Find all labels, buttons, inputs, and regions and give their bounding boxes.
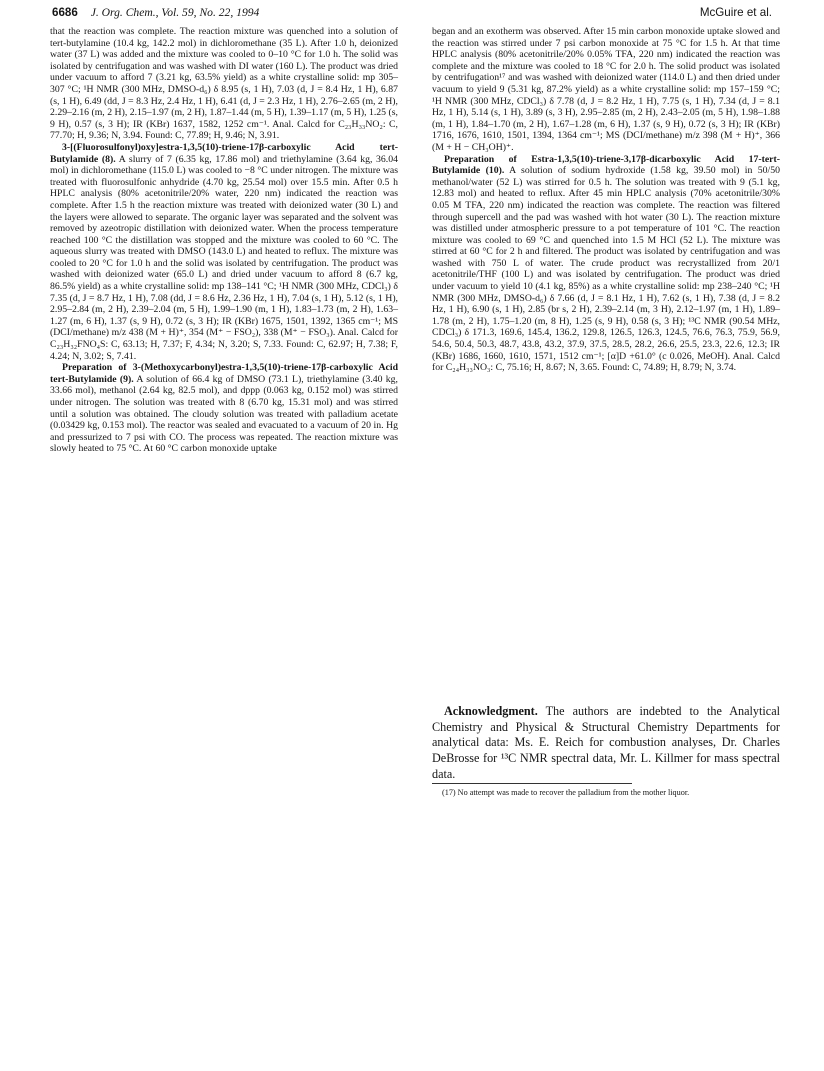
left-column [50, 26, 398, 455]
section-body-compound-9: A solution of 66.4 kg of DMSO (73.1 L), triethylamine (3.40 kg, 33.66 mol), methanol (2.64 kg, 82.5 mol), and dppp (0.063 kg, 0.152 mol) was stirred under nitrogen. The solution was treated with 8 (6.70 kg, 15.31 mol) and was stirred until a solution was obtained. The cloudy solution was treated with palladium acetate (0.03429 kg, 0.153 mol). The reactor was sealed and evacuated to a vacuum of 20 in. Hg and pressurized to 7 psi with CO. The process was repeated. The reaction mixture was slowly heated to 75 °C. At 60 °C carbon monoxide uptake [50, 373, 398, 455]
section-title-compound-10: Preparation of Estra-1,3,5(10)-triene-3,17β-dicarboxylic Acid 17-tert-Butylamide (10). [432, 153, 780, 177]
page-number: 6686 [52, 6, 78, 19]
footnote-divider [432, 783, 632, 784]
footnote-17: (17) No attempt was made to recover the palladium from the mother liquor. [442, 788, 690, 797]
paragraph-compound-9-cont: began and an exotherm was observed. After 15 min carbon monoxide uptake slowed and the reaction was stirred under 7 psi carbon monoxide at 75 °C for 1.5 h. At that time HPLC analysis (80% acetonitrile/20% 0.05% TFA, 220 nm) indicated the reaction was complete and the mixture was cooled to 18 °C for 2.0 h. The solid product was isolated by centrifugation¹⁷ and was washed with deionized water (114.0 L) and then dried under vacuum to yield 9 (5.31 kg, 87.2% yield) as a white crystalline solid: mp 157–159 °C; ¹H NMR (300 MHz, CDCl₃) δ 7.78 (d, J = 8.2 Hz, 1 H), 7.75 (s, 1 H), 7.34 (d, J = 8.1 Hz, 1 H), 5.14 (s, 1 H), 3.89 (s, 3 H), 2.95–2.85 (m, 2 H), 2.43–2.05 (m, 5 H), 1.98–1.88 (m, 1 H), 1.84–1.70 (m, 2 H), 1.67–1.28 (m, 6 H), 1.37 (s, 9 H), 0.72 (s, 3 H); IR (KBr) 1716, 1676, 1610, 1501, 1394, 1364 cm⁻¹; MS (DCI/methane) m/z 398 (M + H)⁺, 366 (M + H − CH₃OH)⁺. [432, 26, 780, 153]
acknowledgment-section [432, 704, 780, 783]
running-authors: McGuire et al. [699, 6, 772, 19]
acknowledgment-paragraph [432, 704, 780, 783]
acknowledgment-body: The authors are indebted to the Analytical Chemistry and Physical & Structural Chemistry Departments for analytical data: Ms. E. Reich for combustion analyses, Dr. Charles DeBrosse for ¹³C NMR spectral data, Mr. L. Killmer for mass spectral data. [432, 704, 780, 781]
right-column [432, 26, 780, 374]
acknowledgment-title: Acknowledgment. [444, 704, 538, 718]
section-title-compound-8: 3-[(Fluorosulfonyl)oxy]estra-1,3,5(10)-triene-17β-carboxylic Acid tert-Butylamide (8). [50, 141, 398, 165]
paragraph-compound-10 [432, 154, 780, 374]
section-title-compound-9: Preparation of 3-(Methoxycarbonyl)estra-1,3,5(10)-triene-17β-carboxylic Acid tert-Butylamide (9). [50, 362, 398, 385]
journal-citation: J. Org. Chem., Vol. 59, No. 22, 1994 [90, 6, 260, 19]
paragraph-compound-9 [50, 362, 398, 455]
paragraph-compound-8 [50, 142, 398, 362]
paragraph-compound-7-end: that the reaction was complete. The reaction mixture was quenched into a solution of tert-butylamine (10.4 kg, 142.2 mol) in dichloromethane (35 L). After 1.0 h, deionized water (37 L) was added and the mixture was cooled to 0–10 °C for 1.0 h. The solid was isolated by centrifugation and was washed with DI water (160 L). The product was dried under vacuum to afford 7 (3.21 kg, 63.5% yield) as a white crystalline solid: mp 305–307 °C; ¹H NMR (300 MHz, DMSO-d₆) δ 8.95 (s, 1 H), 7.03 (d, J = 8.4 Hz, 1 H), 6.87 (s, 1 H), 6.49 (dd, J = 8.3 Hz, 2.4 Hz, 1 H), 6.41 (d, J = 2.3 Hz, 1 H), 2.76–2.65 (m, 2 H), 2.29–2.16 (m, 2 H), 2.15–1.97 (m, 2 H), 1.87–1.44 (m, 5 H), 1.39–1.17 (m, 5 H), 1.25 (s, 9 H), 0.57 (s, 3 H); IR (KBr) 1637, 1582, 1252 cm⁻¹. Anal. Calcd for C₂₃H₃₃NO₂: C, 77.70; H, 9.36; N, 3.94. Found: C, 77.89; H, 9.46; N, 3.91. [50, 26, 398, 142]
section-body-compound-8: A slurry of 7 (6.35 kg, 17.86 mol) and triethylamine (3.64 kg, 36.04 mol) in dichloromethane (115.0 L) was cooled to −8 °C under nitrogen. The mixture was treated with fluorosulfonic anhydride (4.70 kg, 25.54 mol) over 15.5 min. After 0.5 h HPLC analysis (80% acetonitrile/20% water, 220 nm) indicated the reaction was complete. After 1.5 h the reaction mixture was treated with deionized water (30 L) and the layers were allowed to separate. The organic layer was separated and the solvent was removed by azeotropic distillation with deionized water. When the process temperature reached 100 °C the distillation was stopped and the mixture was cooled to 60 °C. The aqueous slurry was treated with DMSO (143.0 L) and heated to reflux. The mixture was cooled to 20 °C for 1.0 h and the solid was isolated by centrifugation. The product was washed with deionized water (65.0 L) and dried under vacuum to afford 8 (6.7 kg, 86.5% yield) as a white crystalline solid: mp 138–141 °C; ¹H NMR (300 MHz, CDCl₃) δ 7.35 (d, J = 8.7 Hz, 1 H), 7.08 (dd, J = 8.6 Hz, 2.36 Hz, 1 H), 7.04 (s, 1 H), 5.12 (s, 1 H), 2.95–2.84 (m, 2 H), 2.39–2.04 (m, 5 H), 1.99–1.90 (m, 1 H), 1.83–1.73 (m, 2 H), 1.63–1.27 (m, 6 H), 1.37 (s, 9 H), 0.72 (s, 3 H); IR (KBr) 1675, 1501, 1392, 1365 cm⁻¹; MS (DCI/methane) m/z 438 (M + H)⁺, 354 (M⁺ − FSO₂), 338 (M⁺ − FSO₃). Anal. Calcd for C₂₃H₃₂FNO₄S: C, 63.13; H, 7.37; F, 4.34; N, 3.20; S, 7.33. Found: C, 62.97; H, 7.38; F, 4.24; N, 3.02; S, 7.41. [50, 153, 398, 362]
running-header [52, 4, 772, 22]
footnote [432, 788, 780, 798]
section-body-compound-10: A solution of sodium hydroxide (1.58 kg, 39.50 mol) in 50/50 methanol/water (52 L) was stirred for 0.5 h. The solution was treated with 9 (5.1 kg, 12.83 mol) and heated to reflux. After 45 min HPLC analysis (70% acetonitrile/30% 0.05 M TFA, 220 nm) indicated the reaction was complete. The reaction was filtered through supercell and the pad was washed with hot water (30 L). The reaction mixture was distilled under atmospheric pressure to a pot temperature of 101 °C. The reaction mixture was cooled to 69 °C and quenched into 1.5 M HCl (52 L). The mixture was stirred at 60 °C for 2 h and filtered. The product was isolated by centrifugation and was washed with 750 L of water. The crude product was recrystallized from 20/1 acetonitrile/THF (100 L) and was isolated by centrifugation. The product was dried under vacuum to yield 10 (4.1 kg, 85%) as a white crystalline solid: mp 238–240 °C; ¹H NMR (300 MHz, DMSO-d₆) δ 7.66 (d, J = 8.1 Hz, 1 H), 7.62 (s, 1 H), 7.38 (d, J = 8.2 Hz, 1 H), 6.90 (s, 1 H), 2.85 (br s, 2 H), 2.39–2.14 (m, 3 H), 2.12–1.97 (m, 1 H), 1.89–1.78 (m, 2 H), 1.75–1.20 (m, 8 H), 1.25 (s, 9 H), 0.58 (s, 3 H); ¹³C NMR (90.54 MHz, CDCl₃) δ 171.3, 169.6, 145.4, 136.2, 129.8, 126.5, 126.3, 124.5, 76.6, 76.3, 75.9, 56.9, 54.6, 50.4, 50.3, 48.7, 43.8, 43.2, 37.9, 37.5, 28.5, 28.2, 26.6, 25.5, 23.3, 22.6, 12.3; IR (KBr) 1686, 1660, 1610, 1571, 1512 cm⁻¹; [α]D +61.0° (c 0.026, MeOH). Anal. Calcd for C₂₄H₃₃NO₃: C, 75.16; H, 8.67; N, 3.65. Found: C, 74.89; H, 8.79; N, 3.74. [432, 165, 780, 374]
